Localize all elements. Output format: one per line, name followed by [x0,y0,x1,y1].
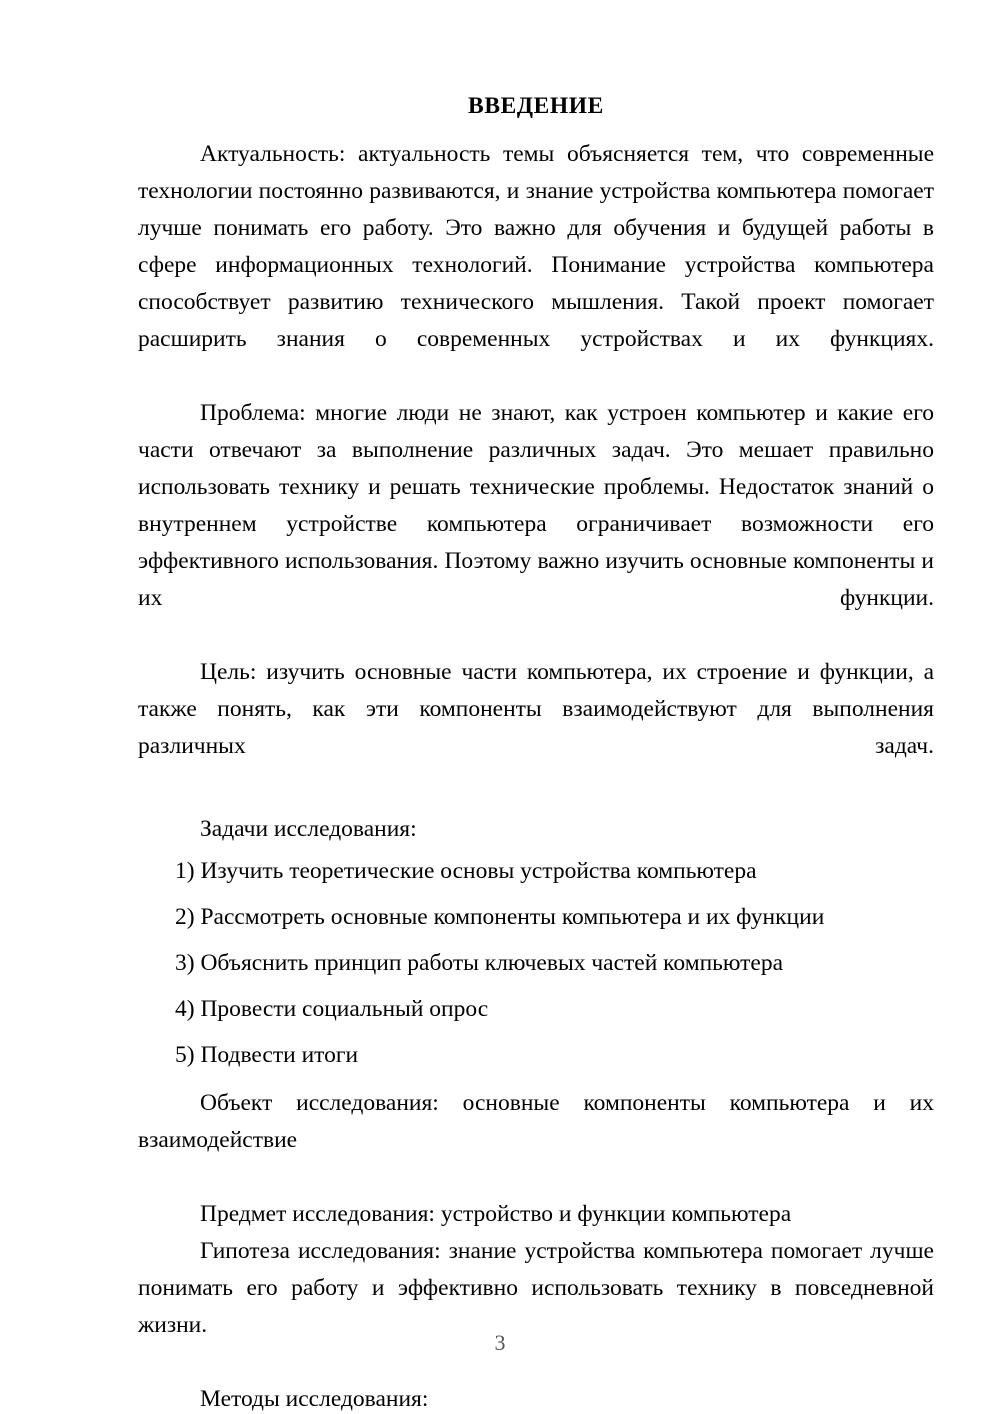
spacer [138,1078,934,1085]
list-item: 4) Провести социальный опрос [175,996,489,1022]
heading-methods: Методы исследования: [200,1386,429,1412]
spacer [138,802,934,811]
paragraph-relevance: Актуальность: актуальность темы объясняется тем, что современные технологии постоянно развиваются, и знание устройства компьютера помогает лучше понимать его работу. Это важно для обучения и будущей работы в сфере информационных технологий. Понимание устройства компьютера способствует развитию технического мышления. Такой проект помогает расширить знания о современных устройствах и их функциях. [138,141,934,352]
list-item: 1) Изучить теоретические основы устройства компьютера [175,858,757,884]
tasks-list [138,848,934,1078]
list-item: 3) Объяснить принцип работы ключевых частей компьютера [175,950,784,976]
list-item: 5) Подвести итоги [175,1042,359,1068]
page-content [138,88,934,1414]
paragraph-subject: Предмет исследования: устройство и функции компьютера [200,1201,792,1227]
paragraph-goal: Цель: изучить основные части компьютера, их строение и функции, а также понять, как эти компоненты взаимодействуют для выполнения различных задач. [138,659,934,759]
page-number: 3 [494,1330,506,1355]
heading-tasks: Задачи исследования: [200,816,417,842]
paragraph-problem: Проблема: многие люди не знают, как устроен компьютер и какие его части отвечают за выполнение различных задач. Это мешает правильно использовать технику и решать технические проблемы. Недостаток знаний о внутреннем устройстве компьютера ограничивает возможности его эффективного использования. Поэтому важно изучить основные компоненты и их функции. [138,400,934,611]
paragraph-object: Объект исследования: основные компоненты компьютера и их взаимодействие [138,1090,934,1153]
page-title: ВВЕДЕНИЕ [468,93,604,119]
paragraph-hypothesis: Гипотеза исследования: знание устройства компьютера помогает лучше понимать его работу и эффективно использовать технику в повседневной жизни. [138,1238,934,1338]
list-item: 2) Рассмотреть основные компоненты компьютера и их функции [175,904,825,930]
